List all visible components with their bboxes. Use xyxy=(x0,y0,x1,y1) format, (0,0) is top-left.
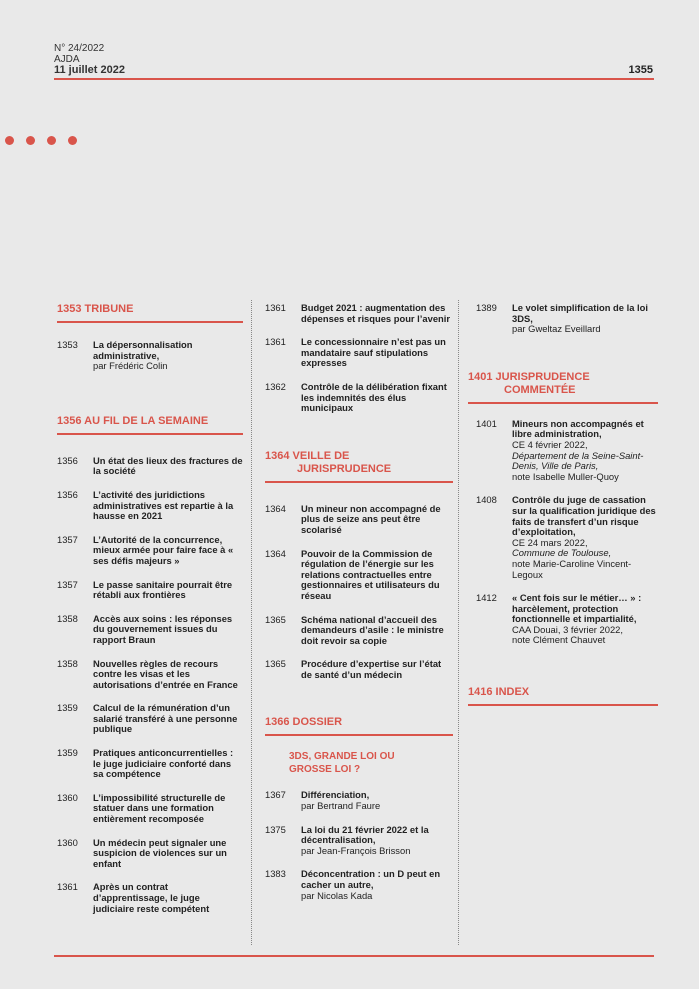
toc-entry[interactable] xyxy=(57,535,243,567)
toc-entry[interactable] xyxy=(57,748,243,780)
section-rule xyxy=(265,481,453,483)
entry-page: 1389 xyxy=(476,302,497,313)
entry-page: 1408 xyxy=(476,494,497,506)
footer-rule xyxy=(54,955,654,957)
toc-entry[interactable] xyxy=(57,580,243,601)
entry-court: CE 24 mars 2022, xyxy=(512,536,588,548)
toc-entry[interactable] xyxy=(265,504,453,536)
column-divider xyxy=(251,300,252,945)
section-heading-line: 1401 JURISPRUDENCE xyxy=(468,370,590,383)
toc-entry[interactable] xyxy=(57,614,243,646)
toc-entry[interactable] xyxy=(265,615,453,647)
entry-title: Le volet simplification de la loi 3DS, xyxy=(512,302,648,324)
toc-entry[interactable] xyxy=(57,882,243,914)
issue-date: 11 juillet 2022 xyxy=(54,64,125,76)
entry-page: 1364 xyxy=(265,502,286,514)
entry-title: Budget 2021 : augmentation des dépenses et risques pour l’avenir xyxy=(301,302,451,324)
entry-author: note Isabelle Muller-Quoy xyxy=(512,470,619,482)
toc-entry[interactable] xyxy=(265,790,453,811)
toc-entry[interactable] xyxy=(468,419,658,483)
entry-title: Contrôle de la délibération fixant les indemnités des élus municipaux xyxy=(301,380,447,414)
decorative-dots xyxy=(5,136,77,145)
entry-title: « Cent fois sur le métier… » : harcèlement, protection fonctionnelle et impartialité, xyxy=(512,592,642,625)
entry-page: 1361 xyxy=(265,336,286,348)
toc-entry[interactable] xyxy=(468,303,658,335)
entry-page: 1364 xyxy=(265,547,286,559)
entry-title: La dépersonnalisation administrative, xyxy=(93,339,193,361)
entry-title: Un médecin peut signaler une suspicion de violences sur un enfant xyxy=(93,836,227,869)
entry-author: par Nicolas Kada xyxy=(301,889,373,901)
header-meta xyxy=(54,44,125,76)
entry-title: Mineurs non accompagnés et libre administration, xyxy=(512,417,644,440)
toc-entry[interactable] xyxy=(265,659,453,680)
section-heading-tribune: 1353 TRIBUNE xyxy=(57,303,134,315)
section-heading-veille xyxy=(265,450,453,476)
entry-page: 1365 xyxy=(265,613,286,625)
entry-court: CE 4 février 2022, xyxy=(512,438,588,450)
entry-page: 1356 xyxy=(57,488,78,500)
entry-page: 1358 xyxy=(57,657,78,669)
issue-number: N° 24/2022 xyxy=(54,43,105,54)
entry-page: 1353 xyxy=(57,339,78,350)
entry-title: Pouvoir de la Commission de régulation de l’énergie sur les relations contractuelles entre gestionnaires et utilisateurs du réseau xyxy=(301,547,440,601)
section-heading-line: 1364 VEILLE DE xyxy=(265,449,350,462)
toc-entry[interactable] xyxy=(265,869,453,901)
entry-author: par Bertrand Faure xyxy=(301,800,381,812)
entry-title: L’impossibilité structurelle de statuer dans une formation entièrement recomposée xyxy=(93,791,226,825)
entry-page: 1356 xyxy=(57,454,78,466)
toc-entry[interactable] xyxy=(265,303,453,324)
entry-author: par Jean-François Brisson xyxy=(301,844,411,856)
entry-title: Contrôle du juge de cassation sur la qualification juridique des faits de transfert d’un risque d’exploitation, xyxy=(512,494,656,538)
toc-entry[interactable] xyxy=(265,825,453,857)
toc-entry[interactable] xyxy=(265,382,453,414)
dot-icon xyxy=(68,136,77,145)
entry-page: 1365 xyxy=(265,658,286,670)
section-rule xyxy=(57,433,243,435)
toc-column-2 xyxy=(265,303,453,901)
section-rule xyxy=(265,734,453,736)
entry-page: 1367 xyxy=(265,789,286,801)
entry-title: Un état des lieux des fractures de la société xyxy=(93,454,243,477)
section-heading-semaine: 1356 AU FIL DE LA SEMAINE xyxy=(57,414,209,427)
entry-page: 1383 xyxy=(265,868,286,880)
entry-author: note Clément Chauvet xyxy=(512,634,606,646)
entry-title: Nouvelles règles de recours contre les visas et les autorisations d’entrée en France xyxy=(93,657,238,690)
section-heading-line: COMMENTÉE xyxy=(504,383,576,396)
entry-title: Après un contrat d’apprentissage, le juge judiciaire reste compétent xyxy=(93,881,210,914)
section-rule xyxy=(57,321,243,323)
column-divider xyxy=(458,300,459,945)
entry-author: note Marie-Caroline Vincent-Legoux xyxy=(512,557,632,580)
dot-icon xyxy=(47,136,56,145)
entry-page: 1359 xyxy=(57,747,78,759)
entry-parties: Département de la Seine-Saint-Denis, Ville de Paris, xyxy=(512,449,644,472)
entry-title: Le passe sanitaire pourrait être rétabli aux frontières xyxy=(93,578,233,601)
entry-title: L’activité des juridictions administratives est repartie à la hausse en 2021 xyxy=(93,488,234,522)
section-heading-jurisprudence xyxy=(468,371,658,397)
section-heading-dossier: 1366 DOSSIER xyxy=(265,716,343,729)
toc-entry[interactable] xyxy=(57,703,243,735)
dot-icon xyxy=(5,136,14,145)
header-rule xyxy=(54,78,654,80)
entry-page: 1360 xyxy=(57,791,78,803)
toc-entry[interactable] xyxy=(57,490,243,522)
toc-column-3 xyxy=(468,303,658,706)
entry-page: 1357 xyxy=(57,578,78,590)
toc-entry[interactable] xyxy=(57,793,243,825)
dossier-subtitle: 3DS, GRANDE LOI OU GROSSE LOI ? xyxy=(289,751,395,776)
section-rule xyxy=(468,704,658,706)
entry-title: Le concessionnaire n’est pas un mandataire sauf stipulations expresses xyxy=(301,336,446,369)
toc-column-1 xyxy=(57,303,243,914)
entry-title: Schéma national d’accueil des demandeurs d’asile : le ministre doit revoir sa copie xyxy=(301,613,444,646)
toc-entry[interactable] xyxy=(468,495,658,580)
toc-entry[interactable] xyxy=(468,593,658,646)
entry-page: 1362 xyxy=(265,380,286,392)
entry-title: Pratiques anticoncurrentielles : le juge judiciaire conforté dans sa compétence xyxy=(93,747,234,780)
section-heading-line: JURISPRUDENCE xyxy=(297,462,392,475)
entry-title: Procédure d’expertise sur l’état de santé d’un médecin xyxy=(301,658,442,680)
entry-page: 1401 xyxy=(476,417,497,429)
dot-icon xyxy=(26,136,35,145)
toc-entry[interactable] xyxy=(265,337,453,369)
entry-title: L’Autorité de la concurrence, mieux armée pour faire face à « ses défis majeurs » xyxy=(93,533,234,566)
section-rule xyxy=(468,402,658,404)
toc-entry[interactable] xyxy=(57,838,243,870)
toc-entry[interactable] xyxy=(57,340,243,372)
entry-page: 1412 xyxy=(476,592,497,604)
entry-page: 1357 xyxy=(57,533,78,545)
page-number: 1355 xyxy=(628,64,653,76)
entry-title: Un mineur non accompagné de plus de seize ans peut être scolarisé xyxy=(301,502,441,535)
entry-title: Accès aux soins : les réponses du gouvernement issues du rapport Braun xyxy=(93,612,233,645)
entry-page: 1361 xyxy=(265,302,286,313)
entry-author: par Gweltaz Eveillard xyxy=(512,323,601,335)
entry-title: Différenciation, xyxy=(301,789,370,801)
entry-title: Calcul de la rémunération d’un salarié transféré à une personne publique xyxy=(93,702,238,735)
entry-page: 1360 xyxy=(57,836,78,848)
entry-page: 1359 xyxy=(57,702,78,714)
entry-title: La loi du 21 février 2022 et la décentralisation, xyxy=(301,823,429,846)
toc-entry[interactable] xyxy=(265,549,453,602)
entry-parties: Commune de Toulouse, xyxy=(512,547,612,559)
entry-court: CAA Douai, 3 février 2022, xyxy=(512,623,623,635)
entry-page: 1375 xyxy=(265,823,286,835)
entry-page: 1361 xyxy=(57,881,78,893)
section-heading-index: 1416 INDEX xyxy=(468,686,530,699)
toc-entry[interactable] xyxy=(57,659,243,691)
journal-name: AJDA xyxy=(54,53,80,65)
entry-page: 1358 xyxy=(57,612,78,624)
entry-author: par Frédéric Colin xyxy=(93,360,168,372)
toc-entry[interactable] xyxy=(57,456,243,477)
entry-title: Déconcentration : un D peut en cacher un autre, xyxy=(301,868,441,891)
